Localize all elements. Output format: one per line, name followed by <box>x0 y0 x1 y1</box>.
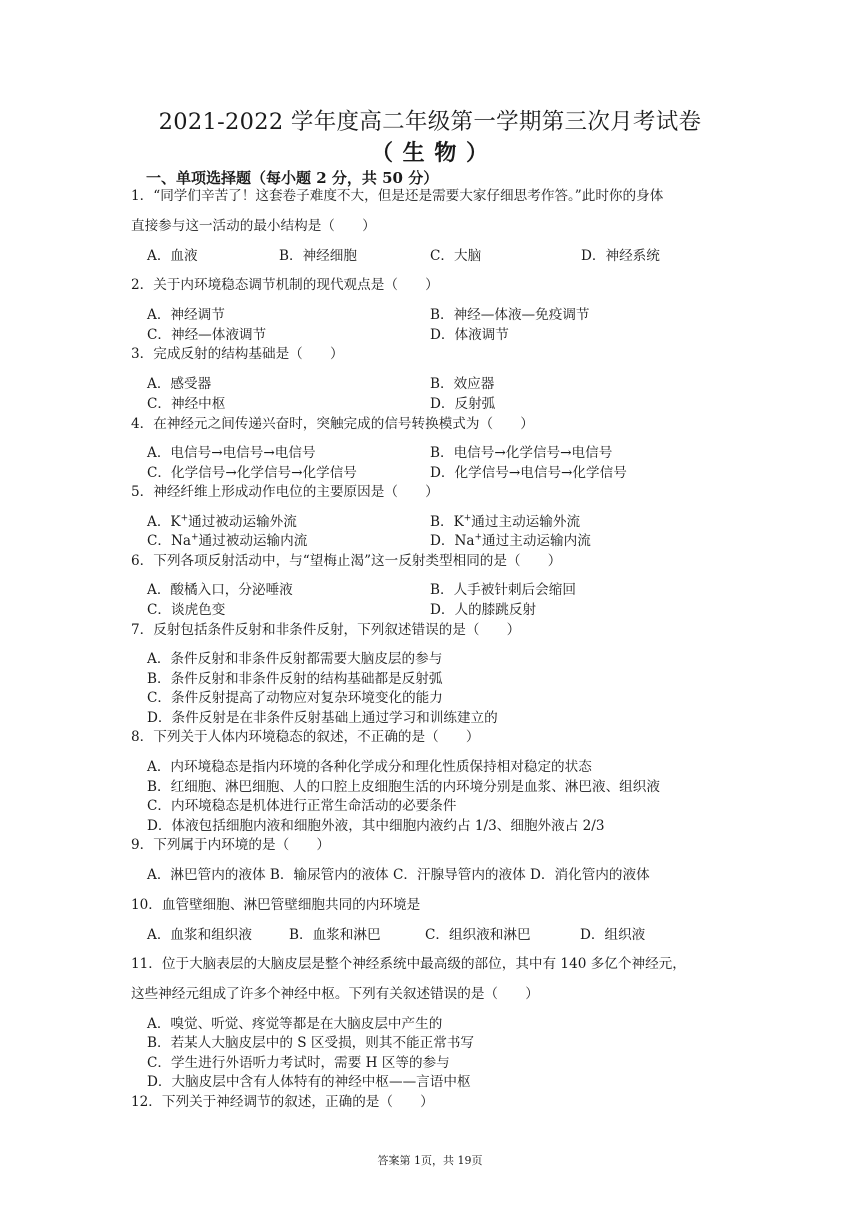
q10-option-a: A．血浆和组织液 <box>147 927 252 943</box>
exam-subject: （ 生 物 ） <box>371 140 489 166</box>
q11-option-d: D．大脑皮层中含有人体特有的神经中枢——言语中枢 <box>147 1074 471 1090</box>
q5-option-d <box>430 532 591 550</box>
q4-option-b: B．电信号→化学信号→电信号 <box>430 445 613 461</box>
q5-option-c-ion: C．Na <box>147 533 191 549</box>
q10-option-d: D．组织液 <box>580 927 646 943</box>
charge-sign: + <box>474 532 483 543</box>
question-9-stem: 9．下列属于内环境的是（ ） <box>131 837 330 853</box>
question-11-stem-cont: 这些神经元组成了许多个神经中枢。下列有关叙述错误的是（ ） <box>131 986 539 1002</box>
q6-option-b: B．人手被针刺后会缩回 <box>430 582 576 598</box>
question-8-stem: 8．下列关于人体内环境稳态的叙述，不正确的是（ ） <box>131 729 480 745</box>
q2-option-a: A．神经调节 <box>147 307 225 323</box>
q6-option-a: A．酸橘入口，分泌唾液 <box>147 582 293 598</box>
q5-option-b <box>430 513 580 531</box>
question-12-stem: 12．下列关于神经调节的叙述，正确的是（ ） <box>131 1094 434 1110</box>
q1-option-c: C．大脑 <box>430 248 482 264</box>
question-1-stem: 1．“同学们辛苦了！这套卷子难度不大，但是还是需要大家仔细思考作答。”此时你的身体 <box>131 188 664 204</box>
q5-option-a <box>147 513 297 531</box>
q8-option-b: B．红细胞、淋巴细胞、人的口腔上皮细胞生活的内环境分别是血浆、淋巴液、组织液 <box>147 779 660 795</box>
question-4-stem: 4．在神经元之间传递兴奋时，突触完成的信号转换模式为（ ） <box>131 416 534 432</box>
charge-sign: + <box>463 513 472 524</box>
q5-option-d-text: 通过主动运输内流 <box>482 533 591 549</box>
q3-option-c: C．神经中枢 <box>147 396 226 412</box>
q5-option-d-ion: D．Na <box>430 533 475 549</box>
q7-option-d: D．条件反射是在非条件反射基础上通过学习和训练建立的 <box>147 710 498 726</box>
question-3-stem: 3．完成反射的结构基础是（ ） <box>131 346 344 362</box>
q1-option-b: B．神经细胞 <box>279 248 357 264</box>
q1-option-a: A．血液 <box>147 248 198 264</box>
q11-option-b: B．若某人大脑皮层中的 S 区受损，则其不能正常书写 <box>147 1035 475 1051</box>
q7-option-c: C．条件反射提高了动物应对复杂环境变化的能力 <box>147 690 443 706</box>
q10-option-b: B．血浆和淋巴 <box>289 927 381 943</box>
page-footer: 答案第 1页，共 19页 <box>377 1154 483 1167</box>
q11-option-c: C．学生进行外语听力考试时，需要 H 区等的参与 <box>147 1055 450 1071</box>
q6-option-d: D．人的膝跳反射 <box>430 602 537 618</box>
q4-option-c: C．化学信号→化学信号→化学信号 <box>147 465 357 481</box>
q4-option-d: D．化学信号→电信号→化学信号 <box>430 465 627 481</box>
q11-option-a: A．嗅觉、听觉、疼觉等都是在大脑皮层中产生的 <box>147 1016 443 1032</box>
q7-option-a: A．条件反射和非条件反射都需要大脑皮层的参与 <box>147 651 443 667</box>
q8-option-d: D．体液包括细胞内液和细胞外液，其中细胞内液约占 1/3、细胞外液占 2/3 <box>147 818 605 834</box>
q5-option-a-ion: A．K <box>147 514 181 530</box>
q2-option-b: B．神经—体液—免疫调节 <box>430 307 590 323</box>
question-7-stem: 7．反射包括条件反射和非条件反射，下列叙述错误的是（ ） <box>131 622 521 638</box>
q1-option-d: D．神经系统 <box>581 248 660 264</box>
q8-option-c: C．内环境稳态是机体进行正常生命活动的必要条件 <box>147 798 457 814</box>
q6-option-c: C．谈虎色变 <box>147 602 226 618</box>
q2-option-c: C．神经—体液调节 <box>147 327 267 343</box>
q3-option-b: B．效应器 <box>430 376 495 392</box>
q10-option-c: C．组织液和淋巴 <box>425 927 531 943</box>
q2-option-d: D．体液调节 <box>430 327 509 343</box>
q3-option-a: A．感受器 <box>147 376 212 392</box>
q5-option-a-text: 通过被动运输外流 <box>188 514 297 530</box>
section-heading: 一、单项选择题（每小题 2 分，共 50 分） <box>146 169 439 187</box>
q9-options: A．淋巴管内的液体 B．输尿管内的液体 C．汗腺导管内的液体 D．消化管内的液体 <box>147 867 650 883</box>
q7-option-b: B．条件反射和非条件反射的结构基础都是反射弧 <box>147 671 443 687</box>
q3-option-d: D．反射弧 <box>430 396 496 412</box>
q5-option-c-text: 通过被动运输内流 <box>198 533 308 549</box>
charge-sign: + <box>180 513 189 524</box>
question-10-stem: 10．血管壁细胞、淋巴管壁细胞共同的内环境是 <box>131 897 421 913</box>
exam-title: 2021-2022 学年度高二年级第一学期第三次月考试卷 <box>158 109 702 135</box>
charge-sign: + <box>191 532 199 543</box>
q8-option-a: A．内环境稳态是指内环境的各种化学成分和理化性质保持相对稳定的状态 <box>147 759 592 775</box>
q5-option-b-ion: B．K <box>430 514 464 530</box>
question-2-stem: 2．关于内环境稳态调节机制的现代观点是（ ） <box>131 277 439 293</box>
question-11-stem: 11．位于大脑表层的大脑皮层是整个神经系统中最高级的部位，其中有 140 多亿个神经元， <box>131 956 686 972</box>
question-6-stem: 6．下列各项反射活动中，与“望梅止渴”这一反射类型相同的是（ ） <box>131 553 562 569</box>
q4-option-a: A．电信号→电信号→电信号 <box>147 445 316 461</box>
q5-option-c <box>147 532 307 550</box>
q5-option-b-text: 通过主动运输外流 <box>471 514 581 530</box>
question-5-stem: 5．神经纤维上形成动作电位的主要原因是（ ） <box>131 484 439 500</box>
question-1-stem-cont: 直接参与这一活动的最小结构是（ ） <box>131 218 376 234</box>
